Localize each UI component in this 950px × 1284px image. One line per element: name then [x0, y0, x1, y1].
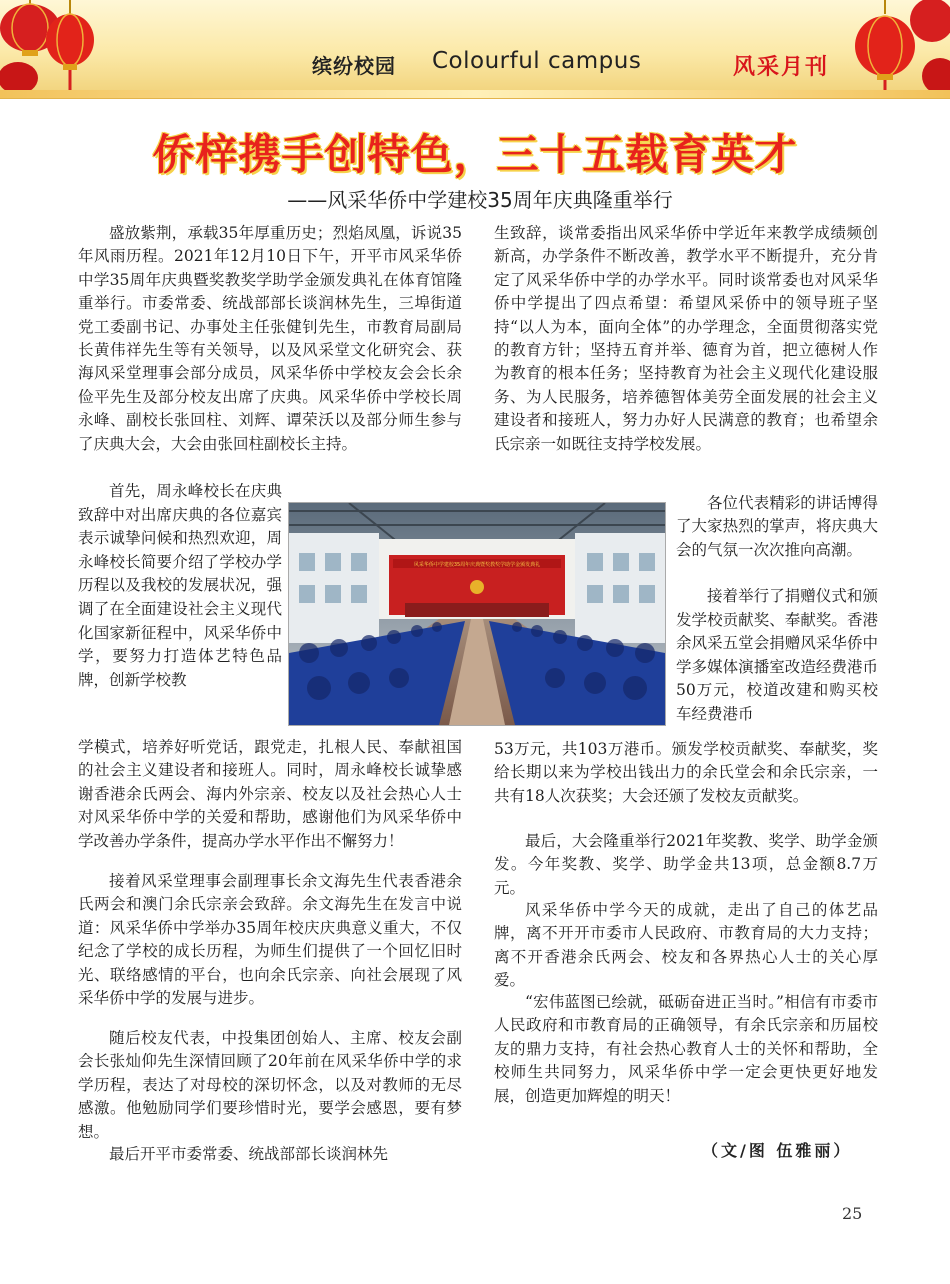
ceremony-photo [288, 502, 666, 726]
paragraph-11: “宏伟蓝图已绘就，砥砺奋进正当时。”相信有市委市人民政府和市教育局的正确领导，有余氏宗亲和历届校友的鼎力支持，有社会热心教育人士的关怀和帮助，全校师生共同努力，风采华侨中学一定会更快更好地发展，创造更加辉煌的明天！ [494, 993, 878, 1105]
paragraph-2-wrap: 首先，周永峰校长在庆典致辞中对出席庆典的各位嘉宾表示诚挚问候和热烈欢迎，周永峰校长简要介绍了学校办学历程以及我校的发展状况，强调了在全面建设社会主义现代化国家新征程中，风采华侨中学，要努力打造体艺特色品牌，创新学校教 [78, 482, 282, 689]
header-banner [0, 0, 950, 99]
article-subtitle: ——风采华侨中学建校35周年庆典隆重举行 [287, 188, 673, 212]
paragraph-1: 盛放紫荆，承载35年厚重历史；烈焰凤凰，诉说35年风雨历程。2021年12月10日下午，开平市风采华侨中学35周年庆典暨奖教奖学助学金颁发典礼在体育馆隆重举行。市委常委、统战部部长谈润林先生，三埠街道党工委副书记、办事处主任张健钊先生，市教育局副局长黄伟祥先生等有关领导，以及风采堂文化研究会、获海风采堂理事会部分成员，风采华侨中学校友会会长余俭平先生及部分校友出席了庆典。风采华侨中学校长周永峰、副校长张回柱、刘辉、谭荣沃以及部分师生参与了庆典大会，大会由张回柱副校长主持。 [78, 224, 462, 453]
author-credit: （文/图 伍雅丽） [702, 1141, 853, 1160]
lantern-right-icon [840, 0, 950, 96]
magazine-name: 风采月刊 [733, 55, 830, 80]
lantern-left-icon [0, 0, 110, 96]
paragraph-5: 最后开平市委常委、统战部部长谈润林先 [109, 1145, 389, 1163]
paragraph-6: 生致辞，谈常委指出风采华侨中学近年来教学成绩频创新高，办学条件不断改善，教学水平不断提升，充分肯定了风采华侨中学的办学水平。同时谈常委也对风采华侨中学提出了四点希望：希望风采侨中的领导班子坚持“以人为本，面向全体”的办学理念，全面贯彻落实党的教育方针；坚持五育并举、德育为首，把立德树人作为教育的根本任务；坚持教育为社会主义现代化建设服务、为人民服务，培养德智体美劳全面发展的社会主义建设者和接班人，努力办好人民满意的教育；也希望余氏宗亲一如既往支持学校发展。 [494, 224, 878, 453]
page-number: 25 [842, 1204, 863, 1223]
assembly-hall-image [289, 503, 665, 725]
article-title: 侨梓携手创特色，三十五载育英才 [152, 130, 798, 179]
column-label-cn: 缤纷校园 [312, 54, 396, 78]
banner-divider [0, 90, 950, 98]
paragraph-4: 随后校友代表，中投集团创始人、主席、校友会副会长张灿仰先生深情回顾了20年前在风采华侨中学的求学历程，表达了对母校的深切怀念，以及对教师的无尽感激。他勉励同学们要珍惜时光，要学会感恩，要有梦想。 [78, 1029, 462, 1141]
paragraph-7: 各位代表精彩的讲话博得了大家热烈的掌声，将庆典大会的气氛一次次推向高潮。 [676, 494, 878, 559]
paragraph-3: 接着风采堂理事会副理事长余文海先生代表香港余氏两会和澳门余氏宗亲会致辞。余文海先生在发言中说道：风采华侨中学举办35周年校庆庆典意义重大，不仅纪念了学校的成长历程，为师生们提供了一个回忆旧时光、联络感情的平台，也向余氏宗亲、向社会展现了风采华侨中学的发展与进步。 [78, 872, 462, 1008]
photo-banner-text: 风采华侨中学建校35周年庆典暨奖教奖学助学金颁发典礼 [413, 562, 541, 568]
column-label-en: Colourful campus [432, 48, 642, 74]
paragraph-9: 最后，大会隆重举行2021年奖教、奖学、助学金颁发。今年奖教、奖学、助学金共13项，总金额8.7万元。 [494, 832, 878, 897]
paragraph-10: 风采华侨中学今天的成就，走出了自己的体艺品牌，离不开开市委市人民政府、市教育局的大力支持；离不开香港余氏两会、校友和各界热心人士的关心厚爱。 [494, 901, 878, 990]
paragraph-8-wrap: 接着举行了捐赠仪式和颁发学校贡献奖、奉献奖。香港余风采五堂会捐赠风采华侨中学多媒体演播室改造经费港币50万元，校道改建和购买校车经费港币 [676, 587, 878, 723]
paragraph-8-cont: 53万元，共103万港币。颁发学校贡献奖、奉献奖，奖给长期以来为学校出钱出力的余氏堂会和余氏宗亲，一共有18人次获奖；大会还颁了发校友贡献奖。 [494, 740, 878, 805]
paragraph-2-cont: 学模式，培养好听党话，跟党走，扎根人民、奉献祖国的社会主义建设者和接班人。同时，周永峰校长诚挚感谢香港余氏两会、海内外宗亲、校友以及社会热心人士对风采华侨中学的关爱和帮助，感谢他们为风采华侨中学改善办学条件，提高办学水平作出不懈努力！ [78, 738, 462, 850]
